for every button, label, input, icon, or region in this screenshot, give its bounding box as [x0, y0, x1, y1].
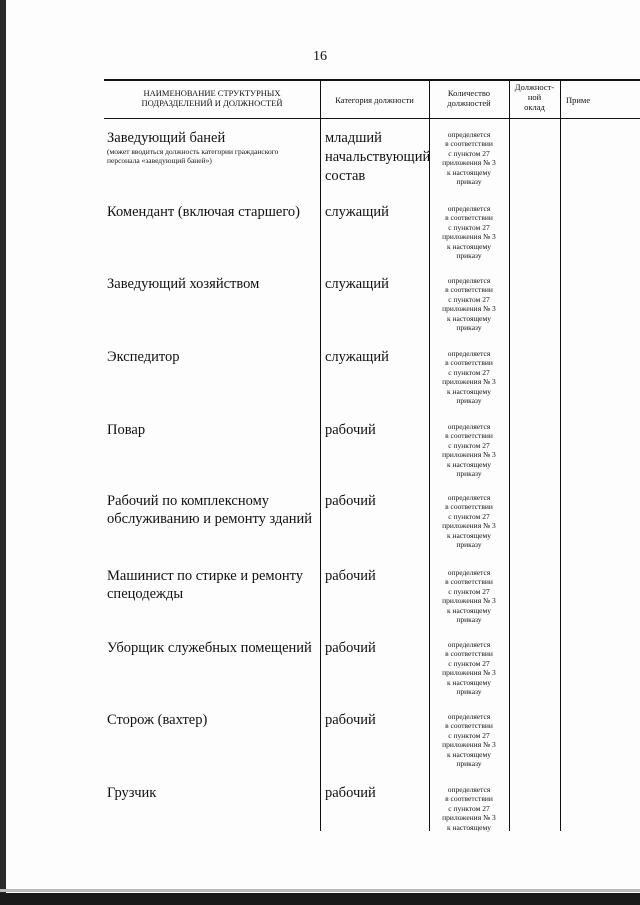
quantity-line: определяется	[447, 130, 491, 139]
quantity-line: приложения № 3	[442, 813, 496, 823]
position-name	[107, 639, 317, 657]
position-name	[107, 567, 317, 603]
header-line: Должност-	[514, 82, 555, 92]
quantity-line: с пунктом 27	[448, 658, 490, 668]
quantity-line: приказу	[456, 469, 482, 479]
category-line: младший	[325, 130, 382, 146]
quantity-line: с пунктом 27	[448, 367, 490, 377]
category-line: состав	[325, 168, 366, 184]
position-name	[107, 711, 317, 729]
quantity-line: с пунктом 27	[448, 511, 490, 521]
scan-edge-bottom	[0, 893, 640, 905]
quantity-line: приложения № 3	[442, 740, 496, 750]
quantity-line: в соответствии	[445, 577, 493, 587]
position-note	[107, 147, 317, 165]
quantity-line: к настоящему	[446, 677, 492, 687]
quantity-line: приложения № 3	[442, 596, 496, 606]
quantity-line: приказу	[456, 759, 482, 769]
category-line: рабочий	[325, 568, 376, 584]
quantity-line: приказу	[456, 615, 482, 625]
quantity-line: определяется	[447, 568, 491, 577]
category-line: рабочий	[325, 640, 376, 656]
column-divider	[509, 79, 510, 831]
header-line: ПОДРАЗДЕЛЕНИЙ И ДОЛЖНОСТЕЙ	[141, 98, 283, 108]
quantity-line: приказу	[456, 251, 482, 261]
position-name	[107, 203, 317, 221]
position-name	[107, 421, 317, 439]
quantity-line: в соответствии	[445, 502, 493, 512]
header-line: оклад	[524, 102, 545, 112]
position-quantity	[429, 568, 509, 624]
position-name-line: Повар	[107, 422, 146, 438]
position-name-line: Уборщик служебных помещений	[107, 640, 312, 656]
quantity-line: с пунктом 27	[448, 586, 490, 596]
header-quantity-column	[429, 88, 509, 108]
quantity-line: с пунктом 27	[448, 803, 490, 813]
header-category-column: Категория должности	[335, 95, 414, 105]
column-divider	[560, 79, 561, 831]
quantity-line: приложения № 3	[442, 668, 496, 678]
quantity-line: к настоящему	[446, 749, 492, 759]
quantity-line: к настоящему	[446, 459, 492, 469]
position-note-line: (может вводиться должность категории гражданского	[107, 147, 279, 156]
header-name-column	[104, 88, 320, 108]
quantity-line: к настоящему	[446, 530, 492, 540]
header-salary-column	[509, 82, 560, 112]
quantity-line: в соответствии	[445, 794, 493, 804]
quantity-line: к настоящему	[446, 167, 492, 177]
position-quantity	[429, 712, 509, 768]
position-name	[107, 784, 317, 802]
category-line: служащий	[325, 276, 389, 292]
position-quantity	[429, 276, 509, 332]
category-line: рабочий	[325, 422, 376, 438]
quantity-line: определяется	[447, 493, 491, 502]
quantity-line: приказу	[456, 687, 482, 697]
quantity-line: с пунктом 27	[448, 294, 490, 304]
position-quantity	[429, 640, 509, 696]
position-name-line: Экспедитор	[107, 349, 180, 365]
category-line: служащий	[325, 349, 389, 365]
quantity-line: с пунктом 27	[448, 730, 490, 740]
position-name-line: спецодежды	[107, 586, 184, 602]
position-quantity	[429, 130, 509, 186]
quantity-line: приложения № 3	[442, 521, 496, 531]
quantity-line: приказу	[456, 177, 482, 187]
position-category	[325, 711, 427, 730]
position-quantity	[429, 785, 509, 832]
quantity-line: к настоящему	[446, 822, 492, 832]
position-category	[325, 203, 427, 222]
category-line: рабочий	[325, 493, 376, 509]
quantity-line: приказу	[456, 323, 482, 333]
quantity-line: определяется	[447, 785, 491, 794]
position-name-line: обслуживанию и ремонту зданий	[107, 511, 313, 527]
quantity-line: к настоящему	[446, 605, 492, 615]
quantity-line: определяется	[447, 422, 491, 431]
quantity-line: приказу	[456, 396, 482, 406]
quantity-line: определяется	[447, 640, 491, 649]
header-note-column: Приме	[566, 95, 591, 105]
position-category	[325, 492, 427, 511]
quantity-line: с пунктом 27	[448, 148, 490, 158]
quantity-line: приказу	[456, 540, 482, 550]
quantity-line: к настоящему	[446, 386, 492, 396]
quantity-line: в соответствии	[445, 213, 493, 223]
position-name	[107, 348, 317, 366]
position-category	[325, 567, 427, 586]
header-line: должностей	[447, 98, 491, 108]
page-number: 16	[313, 49, 327, 64]
scan-edge-bottom-highlight	[0, 889, 640, 892]
quantity-line: определяется	[447, 712, 491, 721]
category-line: рабочий	[325, 785, 376, 801]
position-name-line: Заведующий баней	[107, 130, 226, 146]
position-name	[107, 129, 317, 147]
position-name	[107, 492, 317, 528]
quantity-line: в соответствии	[445, 139, 493, 149]
quantity-line: к настоящему	[446, 241, 492, 251]
position-category	[325, 129, 431, 186]
position-name-line: Машинист по стирке и ремонту	[107, 568, 303, 584]
position-quantity	[429, 493, 509, 549]
quantity-line: определяется	[447, 349, 491, 358]
quantity-line: к настоящему	[446, 313, 492, 323]
quantity-line: в соответствии	[445, 358, 493, 368]
category-line: рабочий	[325, 712, 376, 728]
quantity-line: в соответствии	[445, 285, 493, 295]
quantity-line: в соответствии	[445, 649, 493, 659]
position-category	[325, 275, 427, 294]
position-name	[107, 275, 317, 293]
position-quantity	[429, 349, 509, 405]
position-category	[325, 348, 427, 367]
header-line: НАИМЕНОВАНИЕ СТРУКТУРНЫХ	[143, 88, 281, 98]
quantity-line: приложения № 3	[442, 450, 496, 460]
position-note-line: персонала «заведующий баней»)	[107, 156, 212, 165]
category-line: служащий	[325, 204, 389, 220]
position-category	[325, 421, 427, 440]
quantity-line: определяется	[447, 204, 491, 213]
position-name-line: Грузчик	[107, 785, 157, 801]
quantity-line: с пунктом 27	[448, 440, 490, 450]
quantity-line: определяется	[447, 276, 491, 285]
quantity-line: с пунктом 27	[448, 222, 490, 232]
quantity-line: приложения № 3	[442, 232, 496, 242]
header-line: Количество	[447, 88, 491, 98]
scan-edge-left	[0, 0, 6, 905]
position-category	[325, 639, 427, 658]
column-divider	[320, 79, 321, 831]
quantity-line: приложения № 3	[442, 158, 496, 168]
quantity-line: приложения № 3	[442, 377, 496, 387]
position-name-line: Заведующий хозяйством	[107, 276, 260, 292]
quantity-line: в соответствии	[445, 431, 493, 441]
category-line: начальствующий	[325, 149, 431, 165]
quantity-line: приложения № 3	[442, 304, 496, 314]
quantity-line: в соответствии	[445, 721, 493, 731]
position-category	[325, 784, 427, 803]
position-name-line: Комендант (включая старшего)	[107, 204, 300, 220]
header-line: ной	[527, 92, 542, 102]
position-name-line: Сторож (вахтер)	[107, 712, 208, 728]
position-name-line: Рабочий по комплексному	[107, 493, 269, 509]
position-quantity	[429, 204, 509, 260]
position-quantity	[429, 422, 509, 478]
